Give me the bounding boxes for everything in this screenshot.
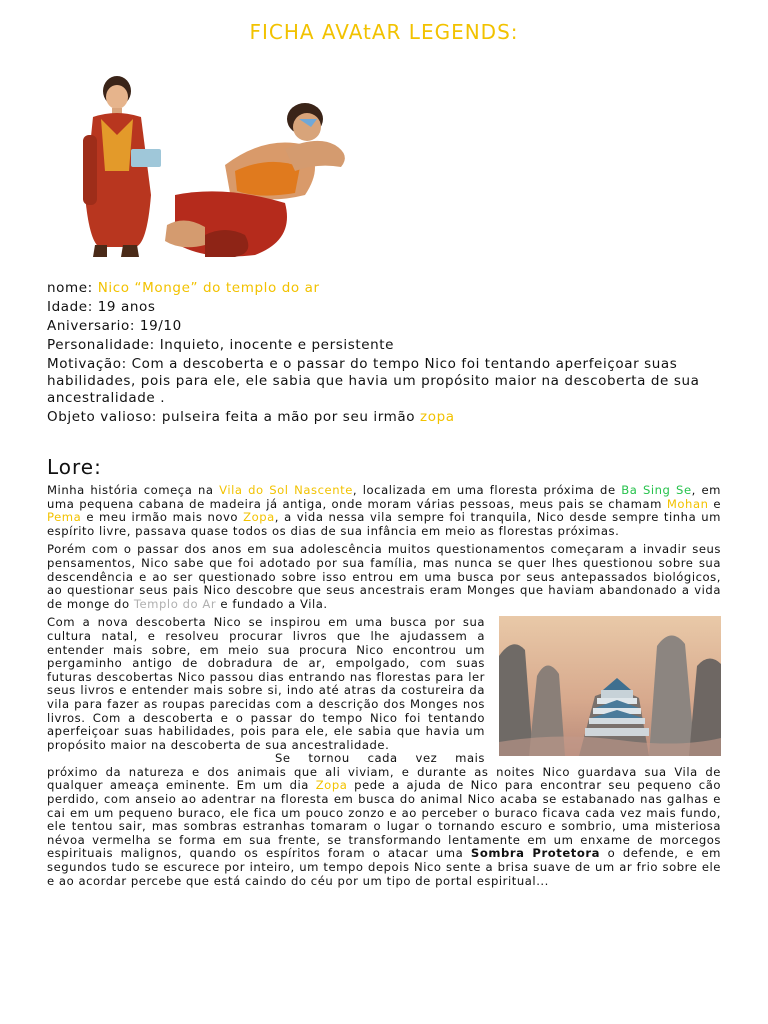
lore-text-span: Minha história começa na [47,483,220,497]
lore-text-span: , localizada em uma floresta próxima de [352,483,622,497]
place-ba-sing-se: Ba Sing Se [621,483,692,497]
lore-text-span: Se tornou cada vez mais próximo da natureza e dos animais que ali viviam, e durante as noites Nico guardava sua Vila de qualquer ameaça eminente. Em um dia [47,751,721,793]
sombra-protetora: Sombra Protetora [470,846,601,861]
lore-text-span: , a vida nessa vila sempre foi tranquila, Nico desde sempre tinha um espírito livre, passava quase todos os dias de sua infância em meio as florestas próximas. [47,510,722,538]
place-vila-sol-nascente: Vila do Sol Nascente [219,483,353,497]
name-mohan: Mohan [666,496,709,511]
name-zopa: Zopa [243,510,275,525]
place-templo-do-ar: Templo do Ar [133,596,217,611]
name-pema: Pema [47,510,82,525]
lore-text-span: e fundado a Vila. [216,596,328,611]
page-title: FICHA AVAtAR LEGENDS: [249,20,519,44]
lore-text-span: Porém com o passar dos anos em sua adolescência muitos questionamentos começaram a invadir seus pensamentos, Nico sabe que foi adotado por sua família, mas nunca se quer lhes questionou sobre sua descendência e ao ser questionado sobre isso entrou em uma busca por seus antepassados biológicos, ao questionar seus pais Nico descobre que seus ancestrais eram Monges que haviam abandonado a vida de monge do [47,542,721,611]
field-idade: Idade: 19 anos [47,299,156,315]
field-objeto [47,409,727,426]
air-temple-image [499,616,721,756]
value-nome: Nico “Monge” do templo do ar [97,280,320,296]
lore-text-span: pede a ajuda de Nico para encontrar seu pequeno cão perdido, com anseio ao adentrar na floresta em busca do animal Nico acaba se estabanado nas galhas e cai em um pequeno buraco, ele fica um pouco zonzo e ao perceber o buraco ficava cada vez mais fundo, ele tentou sair, mas sombras estranhas tomaram o lugar o tornando escuro e sombrio, uma misteriosa névoa vermelha se forma em sua frente, se transformando lentamente em um enxame de morcegos espirituais malignos, quando os espíritos foram o atacar uma [47,778,721,861]
name-zopa-2: Zopa [315,778,348,793]
value-objeto: zopa [420,409,455,425]
character-illustration [55,75,375,265]
lore-text-span: e meu irmão mais novo [81,510,244,525]
lore-paragraph-3: Com a nova descoberta Nico se inspirou em uma busca por sua cultura natal, e resolveu procurar livros que lhe ajudassem a entender mais sobre, em meio sua procura Nico encontrou um pergaminho antigo de dobradura de ar, empolgado, com suas futuras descobertas Nico passou dias entrando nas florestas para ler seus livros e entender mais sobre si, indo até atras da costureira da vila para fazer as roupas parecidas com a descrição dos Monges nos livros. Com a descoberta e o passar do tempo Nico foi tentando aperfeiçoar suas habilidades, pois para ele, ele sabia que havia um propósito maior na descoberta de sua ancestralidade. [47,615,485,752]
lore-heading: Lore: [47,455,102,479]
field-personalidade: Personalidade: Inquieto, inocente e persistente [47,337,395,353]
field-motivacao: Motivação: Com a descoberta e o passar do tempo Nico foi tentando aperfeiçoar suas habilidades, pois para ele, ele sabia que havia um propósito maior na descoberta de sua ancestralidade . [47,356,700,406]
field-aniversario: Aniversario: 19/10 [47,318,182,334]
lore-text-span: e [708,496,722,511]
lore-paragraph-4 [47,752,721,888]
label-nome: nome: [47,280,93,296]
lore-paragraph-1 [47,484,721,538]
field-nome [47,280,727,297]
lore-paragraph-2 [47,543,721,611]
lore-text-span: , em uma pequena cabana de madeira já antiga, onde moram várias pessoas, meus pais se chamam [47,483,722,511]
label-objeto: Objeto valioso: pulseira feita a mão por seu irmão [47,409,416,425]
lore-text-span: o defende, e em segundos tudo se escurece por inteiro, um tempo depois Nico sente a brisa suave de um ar frio sobre ele e ao acordar percebe que está caindo do céu por um tipo de portal espiritual... [47,846,721,888]
lore-text [47,484,721,893]
character-sheet-fields [47,280,727,428]
